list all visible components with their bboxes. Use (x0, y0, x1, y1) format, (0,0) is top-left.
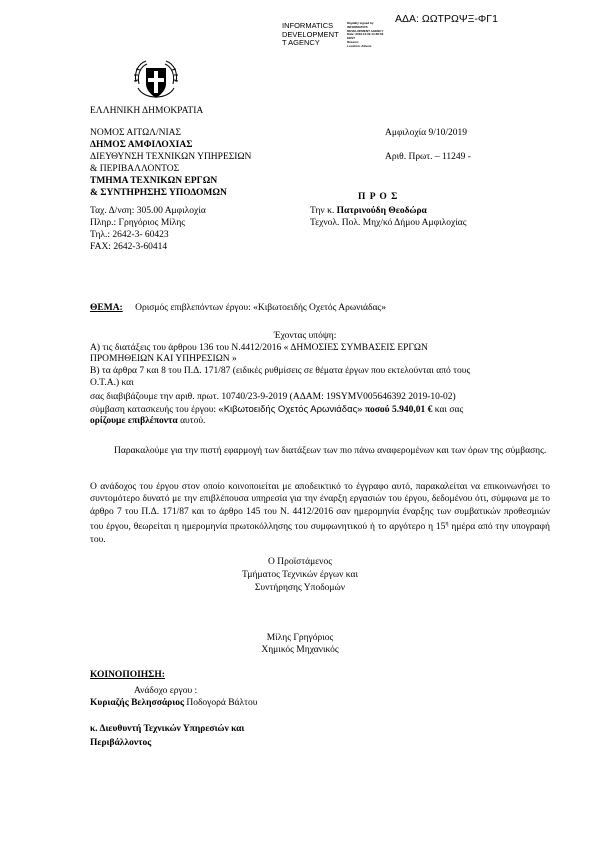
ida-signature-details: Digitally signed by INFORMATICS DEVELOPMENT AGENCY Date: 2019.10.09 14:38:33 EEST Reason: Location: Athens (347, 21, 384, 48)
directorate-line-1: ΔΙΕΥΘΥΝΣΗ ΤΕΧΝΙΚΩΝ ΥΠΗΡΕΣΙΩΝ (90, 152, 252, 162)
department-line-2: & ΣΥΝΤΗΡΗΣΗΣ ΥΠΟΔΟΜΩΝ (90, 188, 227, 198)
subject-line (90, 303, 386, 314)
ida-name: INFORMATICS DEVELOPMENT T AGENCY (282, 21, 339, 47)
clause-b-line-1: Β) τα άρθρα 7 και 8 του Π.Δ. 171/87 (ειδικές ρυθμίσεις σε θέματα έργων που εκτελούνται από τους (90, 366, 471, 376)
director-line-1: κ. Διευθυντή Τεχνικών Υπηρεσιών και (90, 724, 245, 734)
contractor-line (90, 698, 257, 709)
recipient-line-2: Τεχνολ. Πολ. Μηχ/κό Δήμου Αμφιλοχίας (310, 218, 467, 228)
info-contact: Πληρ.: Γρηγόριος Μίλης (90, 218, 186, 228)
protocol-number: Αριθ. Πρωτ. – 11249 - (385, 152, 471, 162)
director-line-2: Περιβάλλοντος (90, 738, 152, 748)
department-line-1: ΤΜΗΜΑ ΤΕΧΝΙΚΩΝ ΕΡΓΩΝ (90, 176, 218, 186)
directorate-line-2: & ΠΕΡΙΒΑΛΛΟΝΤΟΣ (90, 164, 180, 174)
fax-number: FAX: 2642-3-60414 (90, 242, 168, 252)
clause-c-line-1: σας διαβιβάζουμε την αριθ. πρωτ. 10740/23-9-2019 (ΑΔΑΜ: 19SYMV005646392 2019-10-02) (90, 392, 456, 402)
signatory-name: Μίλης Γρηγόριος (266, 633, 334, 643)
clause-a-line-2: ΠΡΟΜΗΘΕΙΩΝ ΚΑΙ ΥΠΗΡΕΣΙΩΝ » (90, 354, 237, 364)
clause-c-line-3: ορίζουμε επιβλέποντα αυτού. (90, 416, 206, 426)
clause-c-line-2: σύμβαση κατασκευής του έργου: «Κιβωτοειδής Οχετός Αρωνιάδας» ποσού 5.940,01 € και σας (90, 404, 464, 415)
project-name: «Κιβωτοειδής Οχετός Αρωνιάδας» (218, 404, 363, 415)
having-regard: Έχοντας υπόψη: (274, 331, 337, 341)
contract-amount: 5.940,01 € (392, 405, 433, 415)
signatory-role: Χημικός Μηχανικός (261, 645, 339, 655)
contractor-name: Κυριαζής Βελησσάριος (90, 698, 184, 708)
recipient-name: Πατρινούδη Θεοδώρα (336, 206, 427, 216)
postal-address: Ταχ. Δ/νση: 305.00 Αμφιλοχία (90, 206, 206, 216)
greek-emblem-icon (126, 58, 186, 106)
contractor-location: Ποδογορά Βάλτου (183, 698, 258, 708)
digital-signature-stamp (282, 22, 383, 49)
subject-text: Ορισμός επιβλεπόντων έργου: «Κιβωτοειδής Οχετός Αρωνιάδας» (135, 303, 386, 313)
prefecture: ΝΟΜΟΣ ΑΙΤΩΛ/ΝΙΑΣ (90, 128, 182, 138)
phone-number: Τηλ.: 2642-3- 60423 (90, 230, 169, 240)
distribution-heading: ΚΟΙΝΟΠΟΙΗΣΗ: (90, 670, 165, 680)
place-date: Αμφιλοχία 9/10/2019 (385, 128, 468, 138)
contractor-label: Ανάδοχο εργου : (134, 686, 198, 696)
ada-code: ΑΔΑ: ΩΩΤΡΩΨΞ-ΦΓ1 (395, 13, 498, 25)
recipient-line-1: Την κ. Πατρινούδη Θεοδώρα (310, 206, 427, 216)
country-name: ΕΛΛΗΝΙΚΗ ΔΗΜΟΚΡΑΤΙΑ (90, 106, 204, 116)
signatory-title-2: Τμήματος Τεχνικών έργων και (241, 570, 359, 580)
paragraph-contractor: Ο ανάδοχος του έργου στον οποίο κοινοποιείται με αποδεικτικό το έγγραφο αυτό, παρακαλείται να επικοινωνήσει το συντομότερο δυνατό με την επιβλέπουσα υπηρεσία για την έναρξη εργασιών του έργου, δεδομένου ότι, σύμφωνα με το άρθρο 7 του Π.Δ. 171/87 και το άρθρο 145 του Ν. 4412/2016 σαν ημερομηνία έναρξης των συμβατικών προθεσμιών του έργου, θεωρείται η ημερομηνία πρωτοκόλλησης του συμφωνητικού ή το αργότερο η $15^\eta$ ημέρα από την υπογραφή του. (90, 482, 550, 545)
clause-b-line-2: Ο.Τ.Α.) και (90, 378, 134, 388)
clause-a-line-1: Α) τις διατάξεις του άρθρου 136 του Ν.4412/2016 « ΔΗΜΟΣΙΕΣ ΣΥΜΒΑΣΕΙΣ ΕΡΓΩΝ (90, 343, 428, 353)
municipality: ΔΗΜΟΣ ΑΜΦΙΛΟΧΙΑΣ (90, 140, 193, 150)
paragraph-request: Παρακαλούμε για την πιστή εφαρμογή των διατάξεων των πιο πάνω αναφερομένων και των όρων της σύμβασης. (114, 446, 547, 456)
signatory-title-1: Ο Προϊστάμενος (268, 557, 332, 567)
subject-label: ΘΕΜΑ: (90, 303, 123, 313)
recipient-heading: Π Ρ Ο Σ (358, 192, 399, 202)
signatory-title-3: Συντήρησης Υποδομών (254, 583, 346, 593)
